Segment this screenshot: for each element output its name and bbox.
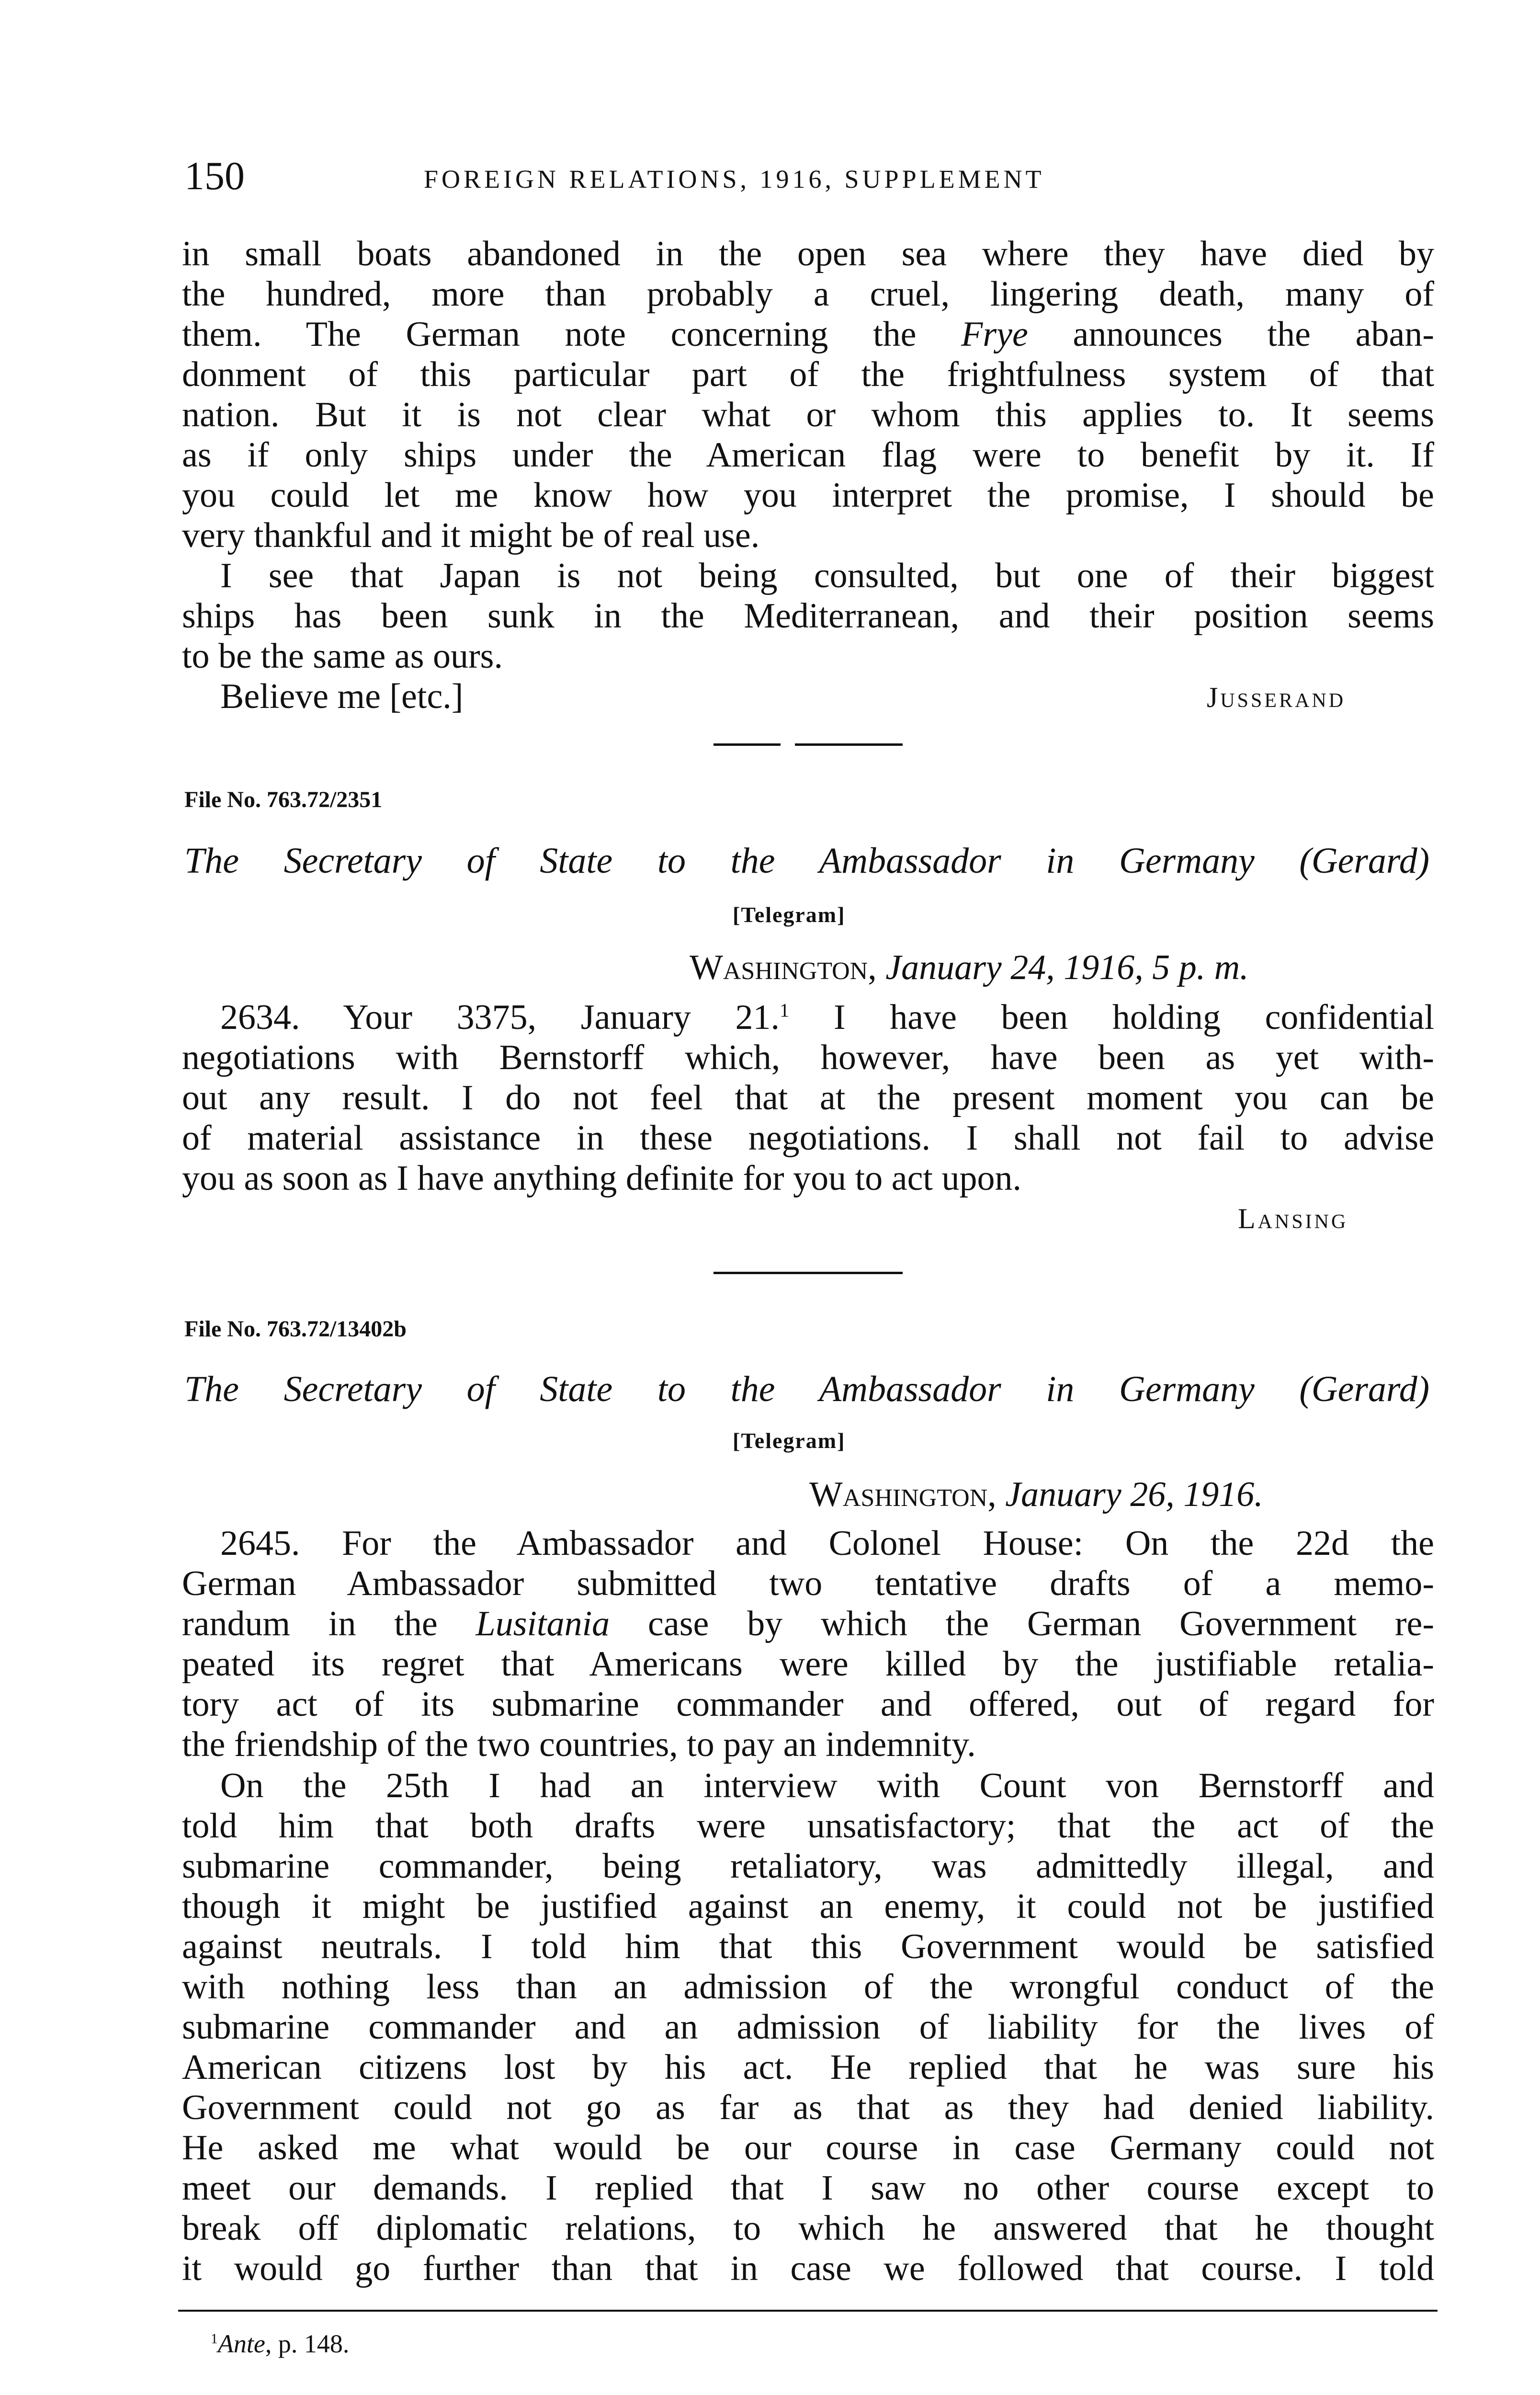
dateline-place: Washington, (809, 1475, 996, 1514)
telegram-body (182, 997, 1434, 1198)
text-line: them. The German note concerning the Frye announces the aban- (182, 315, 1434, 354)
signature-lansing: Lansing (1238, 1203, 1348, 1234)
document-title: The Secretary of State to the Ambassador in Germany (Gerard) (184, 1369, 1429, 1409)
text-line: peated its regret that Americans were killed by the justifiable retalia- (182, 1644, 1434, 1684)
text-line: I see that Japan is not being consulted, but one of their biggest (220, 556, 1434, 595)
running-title: FOREIGN RELATIONS, 1916, SUPPLEMENT (424, 165, 1045, 194)
text-line: of material assistance in these negotiations. I shall not fail to advise (182, 1118, 1434, 1158)
separator-rule (713, 743, 781, 746)
signature-jusserand: Jusserand (1207, 682, 1346, 713)
telegram-paragraph-2 (182, 1766, 1434, 2289)
text-line: the friendship of the two countries, to pay an indemnity. (182, 1725, 976, 1764)
text-line: break off diplomatic relations, to which he answered that he thought (182, 2209, 1434, 2248)
text-line: 2645. For the Ambassador and Colonel House: On the 22d the (220, 1524, 1434, 1563)
dateline (809, 1473, 1263, 1516)
continuation-paragraph-2 (182, 556, 1434, 676)
file-number: File No. 763.72/2351 (184, 787, 383, 812)
text-line: 2634. Your 3375, January 21.$^1$ I have been holding confidential (220, 998, 1435, 1037)
footnote-source: Ante (217, 2329, 265, 2358)
text-line: submarine commander and an admission of liability for the lives of (182, 2007, 1434, 2047)
text-line: tory act of its submarine commander and offered, out of regard for (182, 1685, 1434, 1724)
footnote-page: , p. 148. (265, 2329, 350, 2358)
file-number: File No. 763.72/13402b (184, 1316, 407, 1342)
running-head (184, 152, 1434, 210)
dateline (690, 946, 1249, 989)
page-number: 150 (184, 154, 245, 198)
footnote-marker: 1 (211, 2331, 218, 2347)
continuation-paragraph (182, 234, 1434, 556)
separator-rule (713, 1272, 903, 1274)
text-line: On the 25th I had an interview with Count von Bernstorff and (220, 1766, 1434, 1805)
text-line: donment of this particular part of the frightfulness system of that (182, 355, 1434, 394)
text-line: the hundred, more than probably a cruel, lingering death, many of (182, 274, 1434, 314)
footnote-rule (178, 2310, 1438, 2312)
text-line: against neutrals. I told him that this Government would be satisfied (182, 1927, 1434, 1966)
text-line: you as soon as I have anything definite for you to act upon. (182, 1159, 1021, 1198)
text-line: nation. But it is not clear what or whom this applies to. It seems (182, 395, 1434, 434)
text-line: He asked me what would be our course in case Germany could not (182, 2128, 1434, 2167)
footnote (211, 2327, 349, 2361)
text-line: it would go further than that in case we followed that course. I told (182, 2249, 1434, 2288)
text-line: out any result. I do not feel that at the present moment you can be (182, 1078, 1434, 1118)
text-line: with nothing less than an admission of the wrongful conduct of the (182, 1967, 1434, 2007)
dateline-place: Washington, (690, 948, 877, 987)
dateline-date: January 24, 1916, 5 p. m. (885, 948, 1249, 987)
text-line: you could let me know how you interpret the promise, I should be (182, 476, 1434, 515)
text-line: in small boats abandoned in the open sea where they have died by (182, 234, 1434, 274)
text-line: American citizens lost by his act. He replied that he was sure his (182, 2048, 1434, 2087)
text-line: randum in the Lusitania case by which the German Government re- (182, 1604, 1435, 1643)
text-line: negotiations with Bernstorff which, however, have been as yet with- (182, 1038, 1434, 1077)
text-line: ships has been sunk in the Mediterranean, and their position seems (182, 596, 1434, 636)
text-line: though it might be justified against an enemy, it could not be justified (182, 1887, 1434, 1926)
telegram-paragraph-1 (182, 1523, 1434, 1765)
closing-phrase: Believe me [etc.] (220, 677, 464, 716)
footnote-marker: 1 (780, 999, 790, 1021)
text-line: submarine commander, being retaliatory, was admittedly illegal, and (182, 1847, 1434, 1886)
text-line: meet our demands. I replied that I saw no other course except to (182, 2168, 1434, 2208)
document-title: The Secretary of State to the Ambassador in Germany (Gerard) (184, 841, 1429, 881)
text-line: as if only ships under the American flag were to benefit by it. If (182, 435, 1434, 475)
telegram-tag: [Telegram] (733, 902, 846, 927)
ship-name: Lusitania (476, 1604, 610, 1643)
text-line: Government could not go as far as that as they had denied liability. (182, 2088, 1434, 2127)
dateline-date: January 26, 1916. (1005, 1475, 1263, 1514)
ship-name: Frye (961, 315, 1028, 354)
text-line: to be the same as ours. (182, 637, 503, 676)
separator-rule (795, 743, 903, 746)
text-line: very thankful and it might be of real use. (182, 516, 760, 555)
telegram-tag: [Telegram] (733, 1428, 846, 1453)
text-line: German Ambassador submitted two tentative drafts of a memo- (182, 1564, 1434, 1603)
text-line: told him that both drafts were unsatisfactory; that the act of the (182, 1806, 1434, 1846)
